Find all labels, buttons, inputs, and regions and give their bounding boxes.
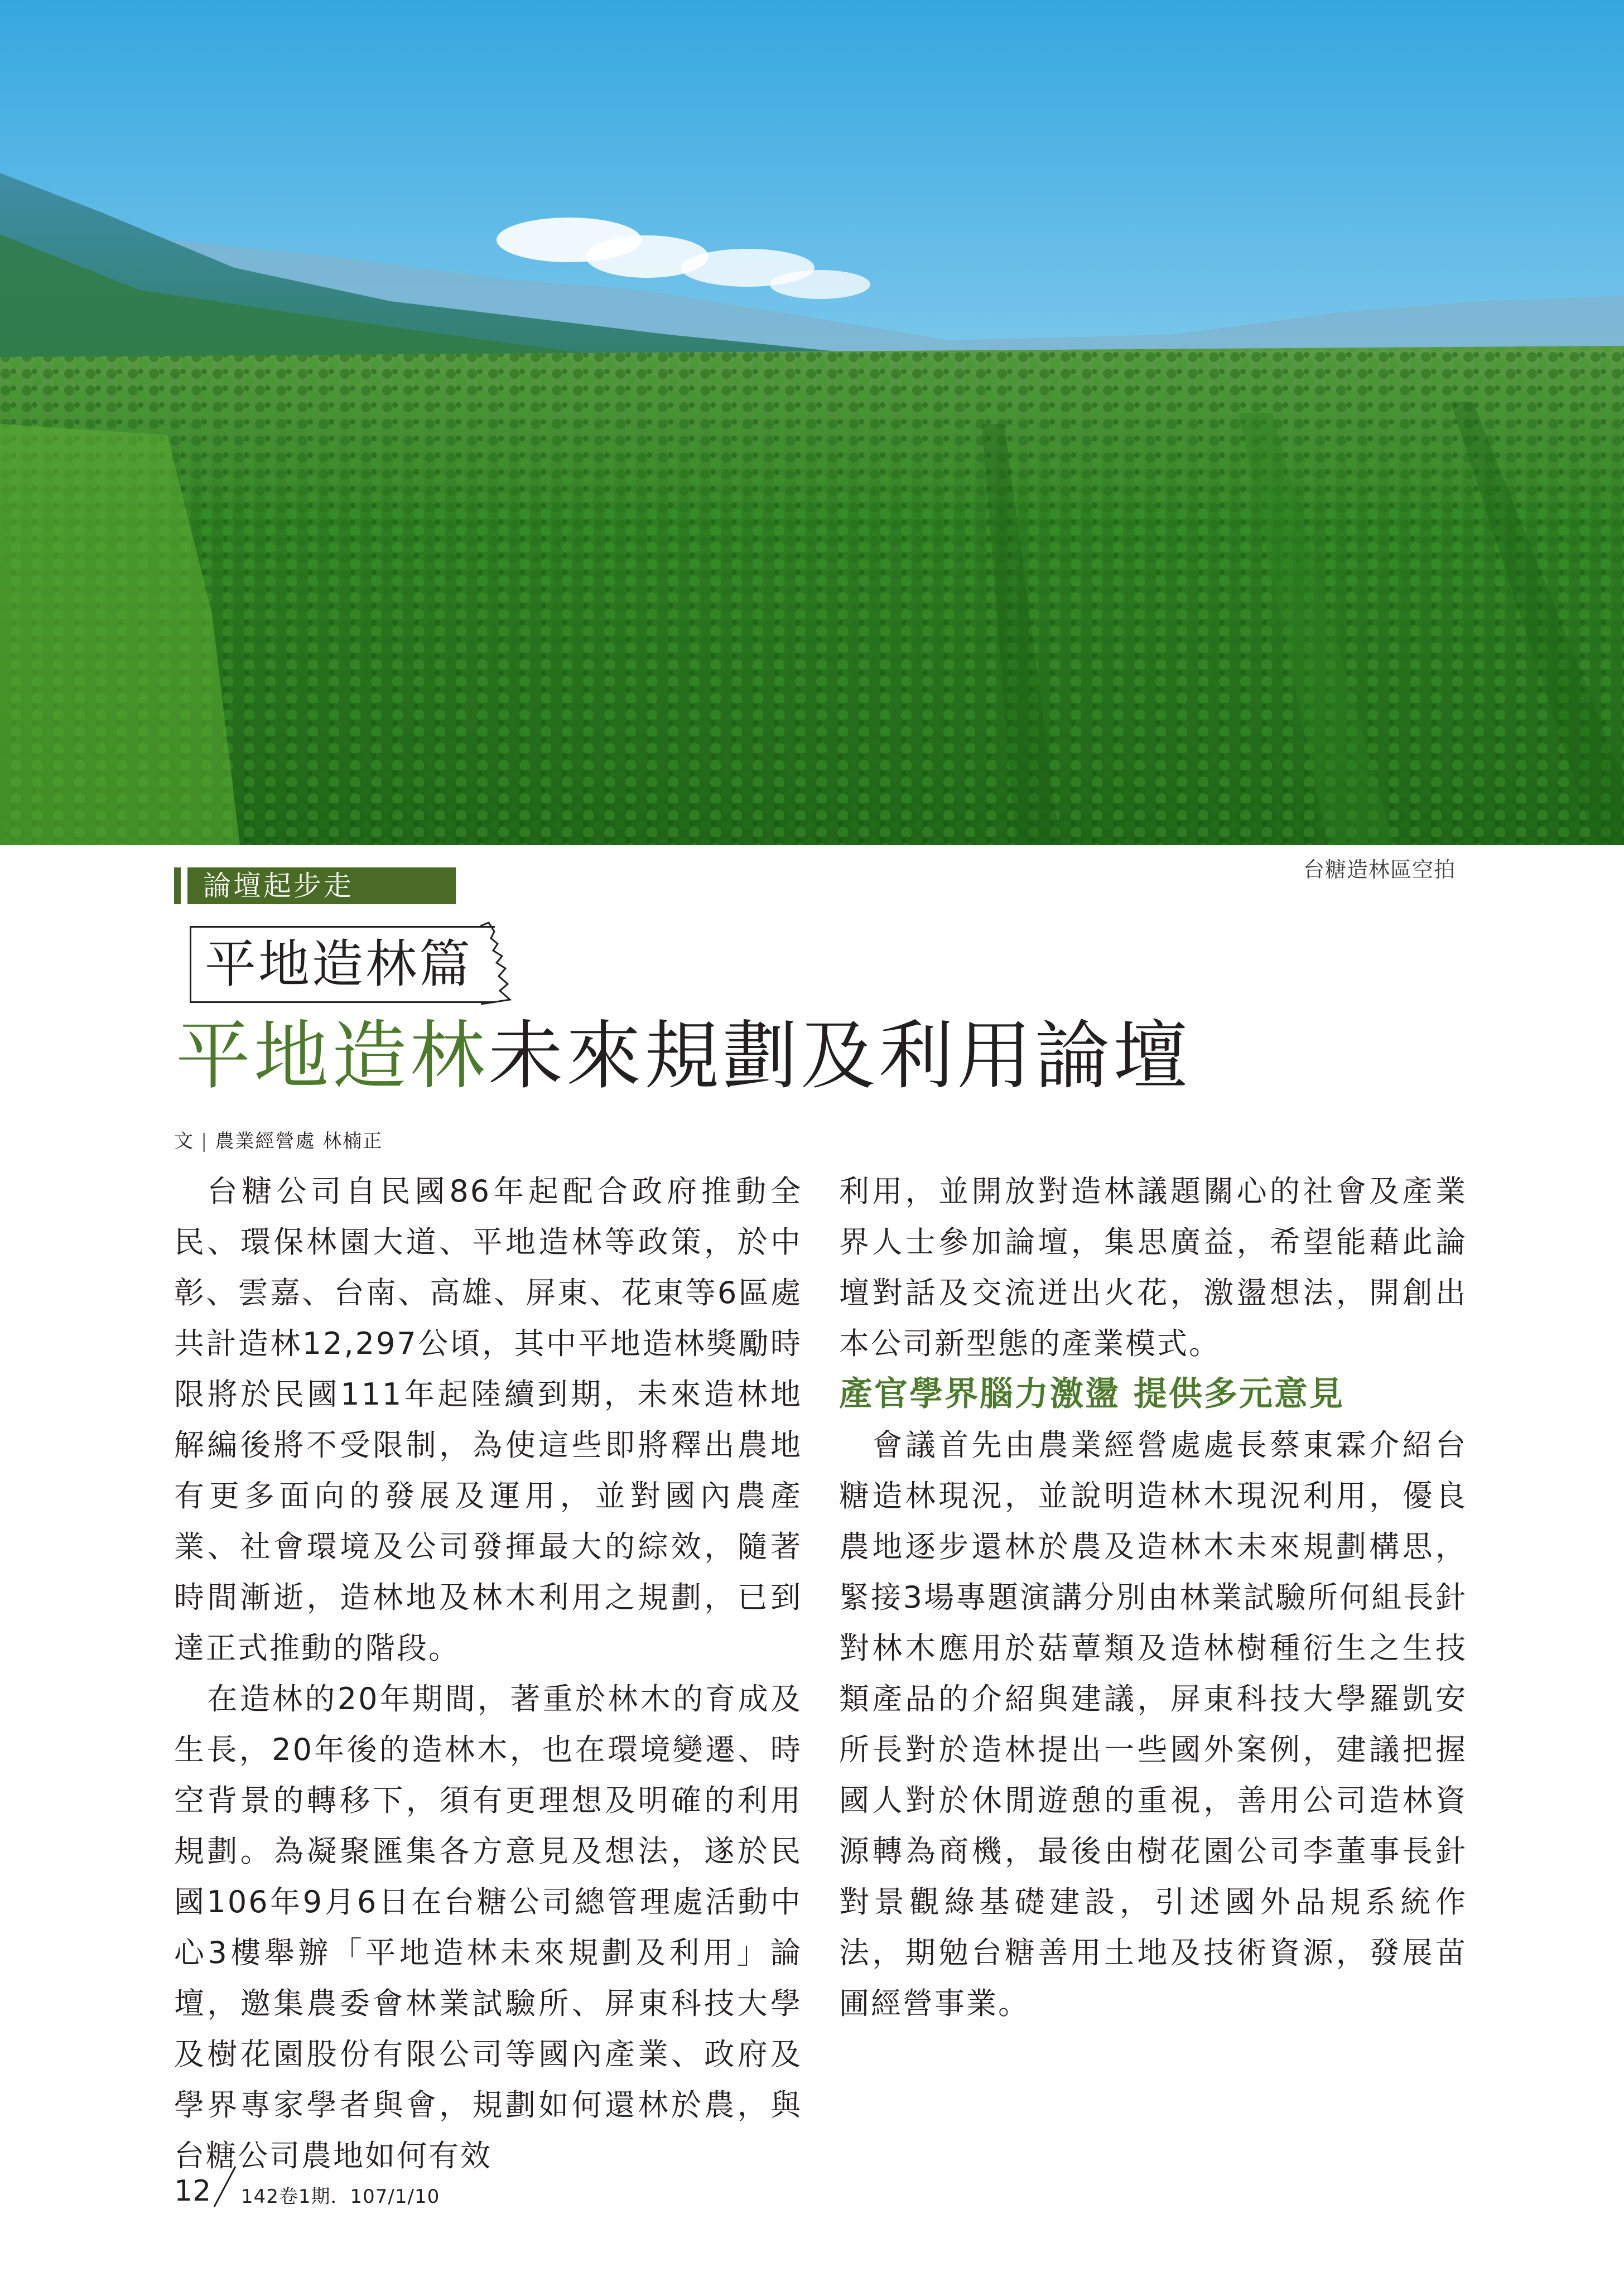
tree-outline-icon bbox=[478, 922, 522, 1005]
article-title bbox=[176, 1009, 1191, 1103]
hero-photo bbox=[0, 0, 1624, 845]
byline bbox=[174, 1126, 383, 1153]
byline-separator: | bbox=[201, 1130, 209, 1152]
photo-caption: 台糖造林區空拍 bbox=[1303, 857, 1456, 882]
folio-slash-icon bbox=[211, 2164, 239, 2209]
paragraph-continued: 利用，並開放對造林議題關心的社會及產業界人士參加論壇，集思廣益，希望能藉此論壇對話及交流迸出火花，激盪想法，開創出本公司新型態的產業模式。 bbox=[839, 1174, 1467, 1361]
body-column-right bbox=[839, 1166, 1467, 2029]
byline-prefix: 文 bbox=[174, 1130, 194, 1152]
page-number: 12 bbox=[174, 2174, 211, 2208]
paragraph: 在造林的20年期間，著重於林木的育成及生長，20年後的造林木，也在環境變遷、時空背景的轉移下，須有更理想及明確的利用規劃。為凝聚匯集各方意見及想法，遂於民國106年9月6日在台糖公司總管理處活動中心3樓舉辦「平地造林未來規劃及利用」論壇，邀集農委會林業試驗所、屏東科技大學及樹花園股份有限公司等國內產業、政府及學界專家學者與會，規劃如何還林於農，與台糖公司農地如何有效 bbox=[174, 1681, 802, 2173]
body-column-left bbox=[174, 1166, 802, 2181]
series-title: 平地造林篇 bbox=[190, 926, 495, 1003]
paragraph: 會議首先由農業經營處處長蔡東霖介紹台糖造林現況，並說明造林木現況利用，優良農地逐步還林於農及造林木未來規劃構思，緊接3場專題演講分別由林業試驗所何組長針對林木應用於菇蕈類及造林樹種衍生之生技類產品的介紹與建議，屏東科技大學羅凱安所長對於造林提出一些國外案例，建議把握國人對於休閒遊憩的重視，善用公司造林資源轉為商機，最後由樹花園公司李董事長針對景觀綠基礎建設，引述國外品規系統作法，期勉台糖善用土地及技術資源，發展苗圃經營事業。 bbox=[839, 1427, 1467, 2021]
title-rest: 未來規劃及利用論壇 bbox=[488, 1012, 1192, 1099]
section-subheading: 產官學界腦力激盪 提供多元意見 bbox=[839, 1374, 1345, 1414]
title-highlight: 平地造林 bbox=[176, 1012, 489, 1099]
column-label: 論壇起步走 bbox=[174, 867, 456, 904]
aerial-forest-photo bbox=[0, 0, 1624, 845]
paragraph: 台糖公司自民國86年起配合政府推動全民、環保林園大道、平地造林等政策，於中彰、雲嘉、台南、高雄、屏東、花東等6區處共計造林12,297公頃，其中平地造林獎勵時限將於民國111年起陸續到期，未來造林地解編後將不受限制，為使這些即將釋出農地有更多面向的發展及運用，並對國內農產業、社會環境及公司發揮最大的綜效，隨著時間漸逝，造林地及林木利用之規劃，已到達正式推動的階段。 bbox=[174, 1174, 802, 1666]
byline-org: 農業經營處 bbox=[215, 1130, 316, 1152]
byline-author: 林楠正 bbox=[322, 1130, 383, 1152]
issue-info: 142卷1期．107/1/10 bbox=[241, 2186, 440, 2208]
